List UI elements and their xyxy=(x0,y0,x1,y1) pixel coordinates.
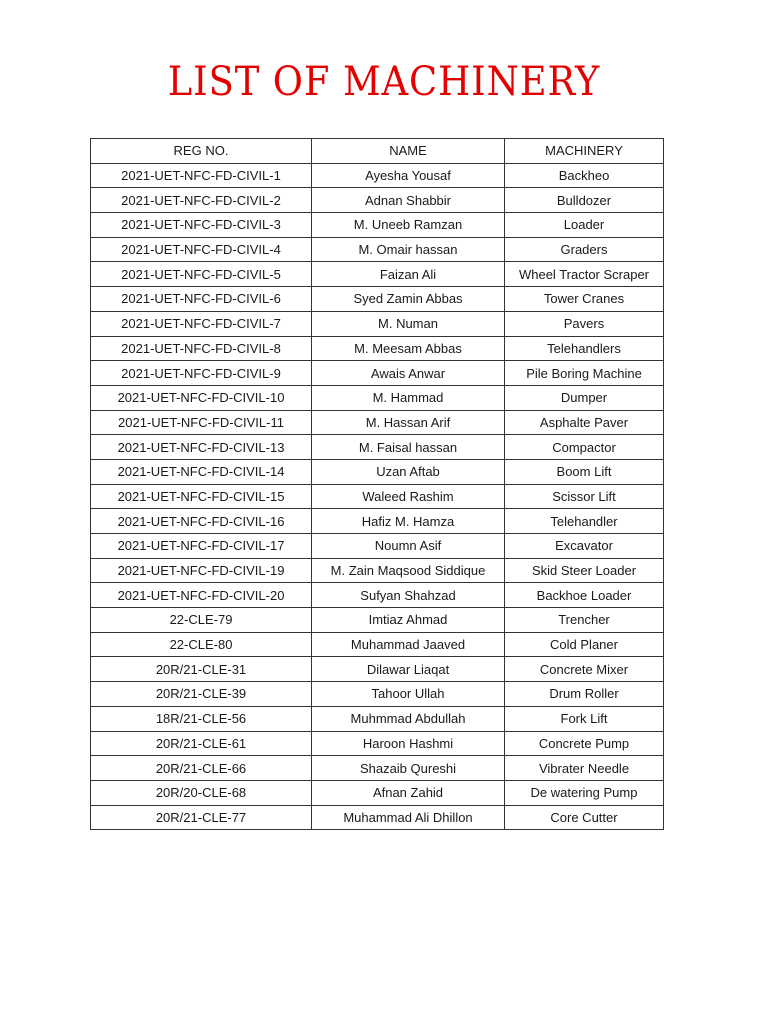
table-row xyxy=(91,583,664,608)
table-row xyxy=(91,188,664,213)
machinery-table xyxy=(90,138,664,830)
name-cell: Muhmmad Abdullah xyxy=(312,706,505,731)
machinery-cell: Scissor Lift xyxy=(505,484,664,509)
reg-no-cell: 2021-UET-NFC-FD-CIVIL-10 xyxy=(91,385,312,410)
table-row xyxy=(91,682,664,707)
machinery-cell: Pavers xyxy=(505,311,664,336)
table-row xyxy=(91,706,664,731)
reg-no-cell: 2021-UET-NFC-FD-CIVIL-6 xyxy=(91,287,312,312)
table-row xyxy=(91,237,664,262)
table-row xyxy=(91,780,664,805)
reg-no-cell: 2021-UET-NFC-FD-CIVIL-8 xyxy=(91,336,312,361)
reg-no-cell: 22-CLE-79 xyxy=(91,608,312,633)
table-body xyxy=(91,163,664,830)
name-cell: Noumn Asif xyxy=(312,534,505,559)
name-cell: M. Zain Maqsood Siddique xyxy=(312,558,505,583)
reg-no-cell: 22-CLE-80 xyxy=(91,632,312,657)
table-row xyxy=(91,163,664,188)
name-cell: Awais Anwar xyxy=(312,361,505,386)
table-row xyxy=(91,558,664,583)
name-cell: Afnan Zahid xyxy=(312,780,505,805)
machinery-cell: Drum Roller xyxy=(505,682,664,707)
reg-no-cell: 20R/20-CLE-68 xyxy=(91,780,312,805)
machinery-cell: Boom Lift xyxy=(505,459,664,484)
name-cell: Hafiz M. Hamza xyxy=(312,509,505,534)
reg-no-cell: 2021-UET-NFC-FD-CIVIL-17 xyxy=(91,534,312,559)
machinery-cell: Fork Lift xyxy=(505,706,664,731)
table-row xyxy=(91,731,664,756)
table-row xyxy=(91,657,664,682)
name-cell: Haroon Hashmi xyxy=(312,731,505,756)
machinery-cell: Compactor xyxy=(505,435,664,460)
table-row xyxy=(91,534,664,559)
name-cell: Shazaib Qureshi xyxy=(312,756,505,781)
name-cell: Faizan Ali xyxy=(312,262,505,287)
table-row xyxy=(91,311,664,336)
name-cell: Muhammad Jaaved xyxy=(312,632,505,657)
machinery-cell: Cold Planer xyxy=(505,632,664,657)
machinery-cell: Asphalte Paver xyxy=(505,410,664,435)
name-cell: M. Omair hassan xyxy=(312,237,505,262)
machinery-cell: Backhoe Loader xyxy=(505,583,664,608)
machinery-cell: Tower Cranes xyxy=(505,287,664,312)
reg-no-cell: 2021-UET-NFC-FD-CIVIL-11 xyxy=(91,410,312,435)
name-cell: Dilawar Liaqat xyxy=(312,657,505,682)
reg-no-cell: 20R/21-CLE-31 xyxy=(91,657,312,682)
name-cell: Tahoor Ullah xyxy=(312,682,505,707)
reg-no-cell: 20R/21-CLE-61 xyxy=(91,731,312,756)
name-cell: Syed Zamin Abbas xyxy=(312,287,505,312)
reg-no-cell: 2021-UET-NFC-FD-CIVIL-5 xyxy=(91,262,312,287)
table-row xyxy=(91,385,664,410)
reg-no-cell: 2021-UET-NFC-FD-CIVIL-14 xyxy=(91,459,312,484)
reg-no-cell: 2021-UET-NFC-FD-CIVIL-7 xyxy=(91,311,312,336)
reg-no-cell: 2021-UET-NFC-FD-CIVIL-3 xyxy=(91,213,312,238)
reg-no-cell: 18R/21-CLE-56 xyxy=(91,706,312,731)
reg-no-cell: 2021-UET-NFC-FD-CIVIL-1 xyxy=(91,163,312,188)
name-cell: M. Faisal hassan xyxy=(312,435,505,460)
table-row xyxy=(91,509,664,534)
machinery-cell: Graders xyxy=(505,237,664,262)
table-row xyxy=(91,435,664,460)
machinery-cell: Trencher xyxy=(505,608,664,633)
machinery-cell: Telehandler xyxy=(505,509,664,534)
machinery-cell: De watering Pump xyxy=(505,780,664,805)
name-cell: Sufyan Shahzad xyxy=(312,583,505,608)
table-row xyxy=(91,459,664,484)
machinery-cell: Telehandlers xyxy=(505,336,664,361)
table-row xyxy=(91,213,664,238)
reg-no-cell: 2021-UET-NFC-FD-CIVIL-13 xyxy=(91,435,312,460)
reg-no-cell: 2021-UET-NFC-FD-CIVIL-19 xyxy=(91,558,312,583)
machinery-cell: Loader xyxy=(505,213,664,238)
table-row xyxy=(91,262,664,287)
machinery-cell: Wheel Tractor Scraper xyxy=(505,262,664,287)
reg-no-cell: 2021-UET-NFC-FD-CIVIL-9 xyxy=(91,361,312,386)
table-row xyxy=(91,336,664,361)
machinery-cell: Excavator xyxy=(505,534,664,559)
machinery-cell: Concrete Pump xyxy=(505,731,664,756)
machinery-cell: Bulldozer xyxy=(505,188,664,213)
table-row xyxy=(91,632,664,657)
machinery-cell: Vibrater Needle xyxy=(505,756,664,781)
reg-no-cell: 2021-UET-NFC-FD-CIVIL-20 xyxy=(91,583,312,608)
name-cell: Uzan Aftab xyxy=(312,459,505,484)
name-cell: M. Hammad xyxy=(312,385,505,410)
reg-no-cell: 2021-UET-NFC-FD-CIVIL-16 xyxy=(91,509,312,534)
name-cell: Waleed Rashim xyxy=(312,484,505,509)
column-header-reg-no: REG NO. xyxy=(91,139,312,164)
reg-no-cell: 2021-UET-NFC-FD-CIVIL-4 xyxy=(91,237,312,262)
name-cell: M. Uneeb Ramzan xyxy=(312,213,505,238)
table-row xyxy=(91,756,664,781)
name-cell: M. Numan xyxy=(312,311,505,336)
column-header-name: NAME xyxy=(312,139,505,164)
machinery-cell: Dumper xyxy=(505,385,664,410)
machinery-cell: Core Cutter xyxy=(505,805,664,830)
reg-no-cell: 20R/21-CLE-77 xyxy=(91,805,312,830)
name-cell: M. Meesam Abbas xyxy=(312,336,505,361)
column-header-machinery: MACHINERY xyxy=(505,139,664,164)
table-row xyxy=(91,410,664,435)
reg-no-cell: 2021-UET-NFC-FD-CIVIL-2 xyxy=(91,188,312,213)
table-row xyxy=(91,361,664,386)
machinery-cell: Backheo xyxy=(505,163,664,188)
reg-no-cell: 20R/21-CLE-39 xyxy=(91,682,312,707)
machinery-cell: Skid Steer Loader xyxy=(505,558,664,583)
name-cell: Imtiaz Ahmad xyxy=(312,608,505,633)
machinery-cell: Pile Boring Machine xyxy=(505,361,664,386)
table-header xyxy=(91,139,664,164)
header-row xyxy=(91,139,664,164)
table-row xyxy=(91,287,664,312)
name-cell: Adnan Shabbir xyxy=(312,188,505,213)
table-row xyxy=(91,608,664,633)
machinery-cell: Concrete Mixer xyxy=(505,657,664,682)
name-cell: Muhammad Ali Dhillon xyxy=(312,805,505,830)
document-title: LIST OF MACHINERY xyxy=(167,59,601,105)
reg-no-cell: 20R/21-CLE-66 xyxy=(91,756,312,781)
reg-no-cell: 2021-UET-NFC-FD-CIVIL-15 xyxy=(91,484,312,509)
name-cell: Ayesha Yousaf xyxy=(312,163,505,188)
table-row xyxy=(91,805,664,830)
table-row xyxy=(91,484,664,509)
name-cell: M. Hassan Arif xyxy=(312,410,505,435)
